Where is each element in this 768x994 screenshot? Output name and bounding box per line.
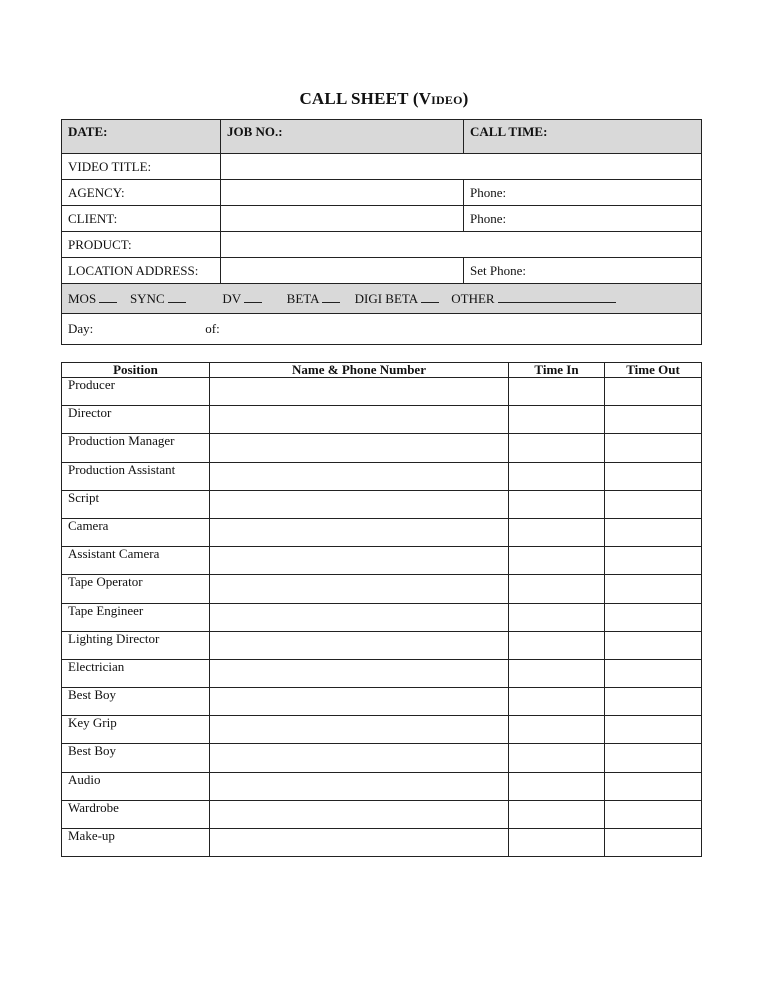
format-dv-blank[interactable] xyxy=(244,301,262,303)
name-phone-cell[interactable] xyxy=(210,406,509,434)
job-number-field[interactable] xyxy=(221,120,464,154)
time-out-cell[interactable] xyxy=(605,688,702,716)
name-phone-cell[interactable] xyxy=(210,490,509,518)
time-out-cell[interactable] xyxy=(605,378,702,406)
name-phone-cell[interactable] xyxy=(210,659,509,687)
time-out-cell[interactable] xyxy=(605,716,702,744)
format-digi-beta-blank[interactable] xyxy=(421,301,439,303)
product-field[interactable] xyxy=(221,232,702,258)
format-beta-label: BETA xyxy=(286,290,319,306)
crew-header-row xyxy=(62,363,702,378)
name-phone-cell[interactable] xyxy=(210,688,509,716)
format-sync-label: SYNC xyxy=(129,290,165,306)
agency-phone-field[interactable] xyxy=(464,180,702,206)
position-cell: Producer xyxy=(62,378,210,406)
of-label: of: xyxy=(205,321,220,336)
time-in-cell[interactable] xyxy=(509,603,605,631)
position-cell: Key Grip xyxy=(62,716,210,744)
time-out-cell[interactable] xyxy=(605,575,702,603)
time-in-cell[interactable] xyxy=(509,688,605,716)
position-cell: Production Assistant xyxy=(62,462,210,490)
time-in-cell[interactable] xyxy=(509,490,605,518)
header-form xyxy=(61,119,702,345)
format-digi-beta[interactable] xyxy=(355,291,439,306)
table-row xyxy=(62,378,702,406)
day-label: Day: xyxy=(68,321,94,336)
time-in-cell[interactable] xyxy=(509,518,605,546)
title-main: CALL SHEET ( xyxy=(299,89,419,108)
product-row xyxy=(62,232,702,258)
table-row xyxy=(62,603,702,631)
client-phone-field[interactable] xyxy=(464,206,702,232)
table-row xyxy=(62,490,702,518)
time-out-cell[interactable] xyxy=(605,434,702,462)
client-label: CLIENT: xyxy=(62,206,221,232)
format-beta[interactable] xyxy=(287,291,340,306)
position-cell: Director xyxy=(62,406,210,434)
product-label: PRODUCT: xyxy=(62,232,221,258)
time-in-cell[interactable] xyxy=(509,547,605,575)
time-out-cell[interactable] xyxy=(605,800,702,828)
format-dv[interactable] xyxy=(222,291,262,306)
agency-row xyxy=(62,180,702,206)
title-close: ) xyxy=(462,89,469,108)
format-digi-beta-label: DIGI BETA xyxy=(354,290,418,306)
date-field[interactable] xyxy=(62,120,221,154)
table-row xyxy=(62,462,702,490)
set-phone-label: Set Phone: xyxy=(470,262,526,278)
position-cell: Electrician xyxy=(62,659,210,687)
name-phone-cell[interactable] xyxy=(210,772,509,800)
format-mos-blank[interactable] xyxy=(99,301,117,303)
crew-body xyxy=(62,378,702,857)
format-other-label: OTHER xyxy=(451,290,495,306)
title-sub: Video xyxy=(418,89,463,108)
time-out-cell[interactable] xyxy=(605,462,702,490)
call-time-label: CALL TIME: xyxy=(470,124,548,139)
name-phone-cell[interactable] xyxy=(210,575,509,603)
position-cell: Audio xyxy=(62,772,210,800)
location-field[interactable] xyxy=(221,258,464,284)
time-out-cell[interactable] xyxy=(605,772,702,800)
set-phone-field[interactable] xyxy=(464,258,702,284)
time-out-cell[interactable] xyxy=(605,744,702,772)
format-mos[interactable] xyxy=(68,291,117,306)
time-in-cell[interactable] xyxy=(509,378,605,406)
video-title-row xyxy=(62,154,702,180)
time-in-cell[interactable] xyxy=(509,406,605,434)
table-row xyxy=(62,518,702,546)
day-field[interactable] xyxy=(62,314,702,345)
column-header-name-phone: Name & Phone Number xyxy=(210,363,509,378)
column-header-time-out: Time Out xyxy=(605,363,702,378)
position-cell: Script xyxy=(62,490,210,518)
format-options xyxy=(62,284,702,314)
table-row xyxy=(62,406,702,434)
time-out-cell[interactable] xyxy=(605,631,702,659)
name-phone-cell[interactable] xyxy=(210,547,509,575)
format-other-blank[interactable] xyxy=(498,301,616,303)
table-row xyxy=(62,772,702,800)
table-row xyxy=(62,659,702,687)
format-sync[interactable] xyxy=(130,291,186,306)
name-phone-cell[interactable] xyxy=(210,800,509,828)
name-phone-cell[interactable] xyxy=(210,631,509,659)
header-row-top xyxy=(62,120,702,154)
table-row xyxy=(62,547,702,575)
position-cell: Tape Engineer xyxy=(62,603,210,631)
time-in-cell[interactable] xyxy=(509,716,605,744)
location-row xyxy=(62,258,702,284)
name-phone-cell[interactable] xyxy=(210,716,509,744)
table-row xyxy=(62,575,702,603)
day-row xyxy=(62,314,702,345)
table-row xyxy=(62,829,702,857)
time-in-cell[interactable] xyxy=(509,829,605,857)
column-header-position: Position xyxy=(62,363,210,378)
location-label: LOCATION ADDRESS: xyxy=(62,258,221,284)
format-mos-label: MOS xyxy=(68,290,97,306)
table-row xyxy=(62,434,702,462)
time-out-cell[interactable] xyxy=(605,406,702,434)
format-beta-blank[interactable] xyxy=(322,301,340,303)
client-phone-label: Phone: xyxy=(470,210,507,226)
position-cell: Camera xyxy=(62,518,210,546)
call-time-field[interactable] xyxy=(464,120,702,154)
name-phone-cell[interactable] xyxy=(210,462,509,490)
time-in-cell[interactable] xyxy=(509,744,605,772)
name-phone-cell[interactable] xyxy=(210,378,509,406)
time-out-cell[interactable] xyxy=(605,547,702,575)
table-row xyxy=(62,716,702,744)
time-out-cell[interactable] xyxy=(605,829,702,857)
position-cell: Best Boy xyxy=(62,688,210,716)
agency-field[interactable] xyxy=(221,180,464,206)
position-cell: Production Manager xyxy=(62,434,210,462)
time-out-cell[interactable] xyxy=(605,659,702,687)
position-cell: Assistant Camera xyxy=(62,547,210,575)
format-row xyxy=(62,284,702,314)
agency-label: AGENCY: xyxy=(62,180,221,206)
time-in-cell[interactable] xyxy=(509,462,605,490)
time-in-cell[interactable] xyxy=(509,575,605,603)
time-out-cell[interactable] xyxy=(605,490,702,518)
name-phone-cell[interactable] xyxy=(210,603,509,631)
name-phone-cell[interactable] xyxy=(210,518,509,546)
time-in-cell[interactable] xyxy=(509,659,605,687)
crew-table xyxy=(61,362,702,857)
video-title-field[interactable] xyxy=(221,154,702,180)
format-other[interactable] xyxy=(451,291,616,306)
time-out-cell[interactable] xyxy=(605,518,702,546)
position-cell: Wardrobe xyxy=(62,800,210,828)
name-phone-cell[interactable] xyxy=(210,829,509,857)
time-in-cell[interactable] xyxy=(509,631,605,659)
page-title xyxy=(0,89,768,109)
column-header-time-in: Time In xyxy=(509,363,605,378)
time-in-cell[interactable] xyxy=(509,800,605,828)
format-dv-label: DV xyxy=(222,290,241,306)
table-row xyxy=(62,631,702,659)
date-label: DATE: xyxy=(68,124,108,139)
client-row xyxy=(62,206,702,232)
agency-phone-label: Phone: xyxy=(470,184,507,200)
position-cell: Make-up xyxy=(62,829,210,857)
time-in-cell[interactable] xyxy=(509,772,605,800)
position-cell: Tape Operator xyxy=(62,575,210,603)
time-out-cell[interactable] xyxy=(605,603,702,631)
format-sync-blank[interactable] xyxy=(168,301,186,303)
name-phone-cell[interactable] xyxy=(210,744,509,772)
position-cell: Best Boy xyxy=(62,744,210,772)
time-in-cell[interactable] xyxy=(509,434,605,462)
client-field[interactable] xyxy=(221,206,464,232)
video-title-label: VIDEO TITLE: xyxy=(62,154,221,180)
table-row xyxy=(62,688,702,716)
job-number-label: JOB NO.: xyxy=(227,124,283,139)
table-row xyxy=(62,744,702,772)
position-cell: Lighting Director xyxy=(62,631,210,659)
name-phone-cell[interactable] xyxy=(210,434,509,462)
table-row xyxy=(62,800,702,828)
